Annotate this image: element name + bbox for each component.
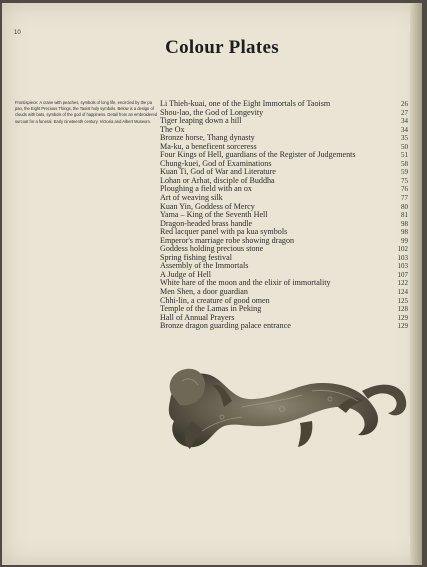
bronze-dragon-illustration [162, 361, 410, 453]
plate-title: Chhi-lin, a creature of good omen [160, 295, 270, 305]
plate-title: Lohan or Arhat, disciple of Buddha [160, 175, 275, 185]
plate-page-number: 76 [401, 185, 408, 194]
plate-title: Kuan Ti, God of War and Literature [160, 167, 276, 177]
plate-entry [160, 322, 408, 331]
plate-title: Hall of Annual Prayers [160, 312, 235, 322]
colour-plates-list [160, 100, 408, 331]
plate-page-number: 99 [401, 236, 408, 245]
plate-page-number: 34 [401, 117, 408, 126]
plate-page-number: 27 [401, 108, 408, 117]
page-number: 10 [14, 30, 21, 36]
plate-title: Art of weaving silk [160, 193, 223, 203]
plate-page-number: 107 [397, 270, 408, 279]
plate-page-number: 26 [401, 100, 408, 108]
plate-title: Ma-ku, a beneficent sorceress [160, 141, 257, 151]
plate-title: Spring fishing festival [160, 252, 232, 262]
plate-page-number: 98 [401, 219, 408, 228]
plate-page-number: 98 [401, 228, 408, 237]
plate-page-number: 35 [401, 134, 408, 143]
plate-page-number: 75 [401, 176, 408, 185]
plate-page-number: 103 [397, 262, 408, 271]
plate-title: Bronze dragon guarding palace entrance [160, 321, 291, 331]
plate-title: Yama – King of the Seventh Hell [160, 210, 268, 220]
plate-entry [160, 117, 408, 126]
plate-title: Emperor's marriage robe showing dragon [160, 235, 295, 245]
plate-page-number: 102 [397, 245, 408, 254]
plate-title: A Judge of Hell [160, 269, 212, 279]
plate-page-number: 59 [401, 168, 408, 177]
plate-page-number: 80 [401, 202, 408, 211]
plate-title: Goddess holding precious stone [160, 244, 264, 254]
page-title: Colour Plates [165, 37, 279, 58]
plate-page-number: 122 [397, 279, 408, 288]
plate-title: Chung-kuei, God of Examinations [160, 158, 272, 168]
plate-title: White hare of the moon and the elixir of immortality [160, 278, 331, 288]
plate-page-number: 125 [397, 296, 408, 305]
plate-page-number: 58 [401, 159, 408, 168]
plate-page-number: 51 [401, 151, 408, 160]
plate-title: Four Kings of Hell, guardians of the Register of Judgements [160, 150, 356, 160]
plate-page-number: 129 [397, 313, 408, 322]
plate-page-number: 81 [401, 211, 408, 220]
frontispiece-caption: Frontispiece: A crane with peaches, symbols of long life, encircled by the pa pao, the Eight Precious Things, the Taoist holy symbols. Below is a design of clouds with bats, symbols of the god of happiness. Detail from an embroidered surcoat for a funeral. Early nineteenth century. Victoria and Albert Museum. [15, 100, 157, 124]
plate-page-number: 124 [397, 288, 408, 297]
plate-title: Li Thieh-kuai, one of the Eight Immortals of Taoism [160, 99, 331, 108]
plate-title: Assembly of the Immortals [160, 261, 249, 271]
plate-title: Tiger leaping down a hill [160, 116, 242, 126]
plate-page-number: 103 [397, 253, 408, 262]
plate-title: The Ox [160, 124, 185, 134]
plate-title: Temple of the Lamas in Peking [160, 304, 262, 314]
plate-page-number: 128 [397, 305, 408, 314]
plate-title: Bronze horse, Thang dynasty [160, 133, 255, 143]
book-spine-shadow [410, 3, 422, 565]
plate-page-number: 50 [401, 142, 408, 151]
plate-title: Kuan Yin, Goddess of Mercy [160, 201, 255, 211]
plate-title: Red lacquer panel with pa kua symbols [160, 227, 288, 237]
plate-page-number: 129 [397, 322, 408, 331]
plate-title: Dragon-headed brass handle [160, 218, 253, 228]
plate-title: Shou-lao, the God of Longevity [160, 107, 264, 117]
book-page [2, 3, 422, 565]
plate-title: Ploughing a field with an ox [160, 184, 252, 194]
plate-page-number: 34 [401, 125, 408, 134]
plate-title: Men Shen, a door guardian [160, 287, 248, 297]
plate-page-number: 77 [401, 194, 408, 203]
